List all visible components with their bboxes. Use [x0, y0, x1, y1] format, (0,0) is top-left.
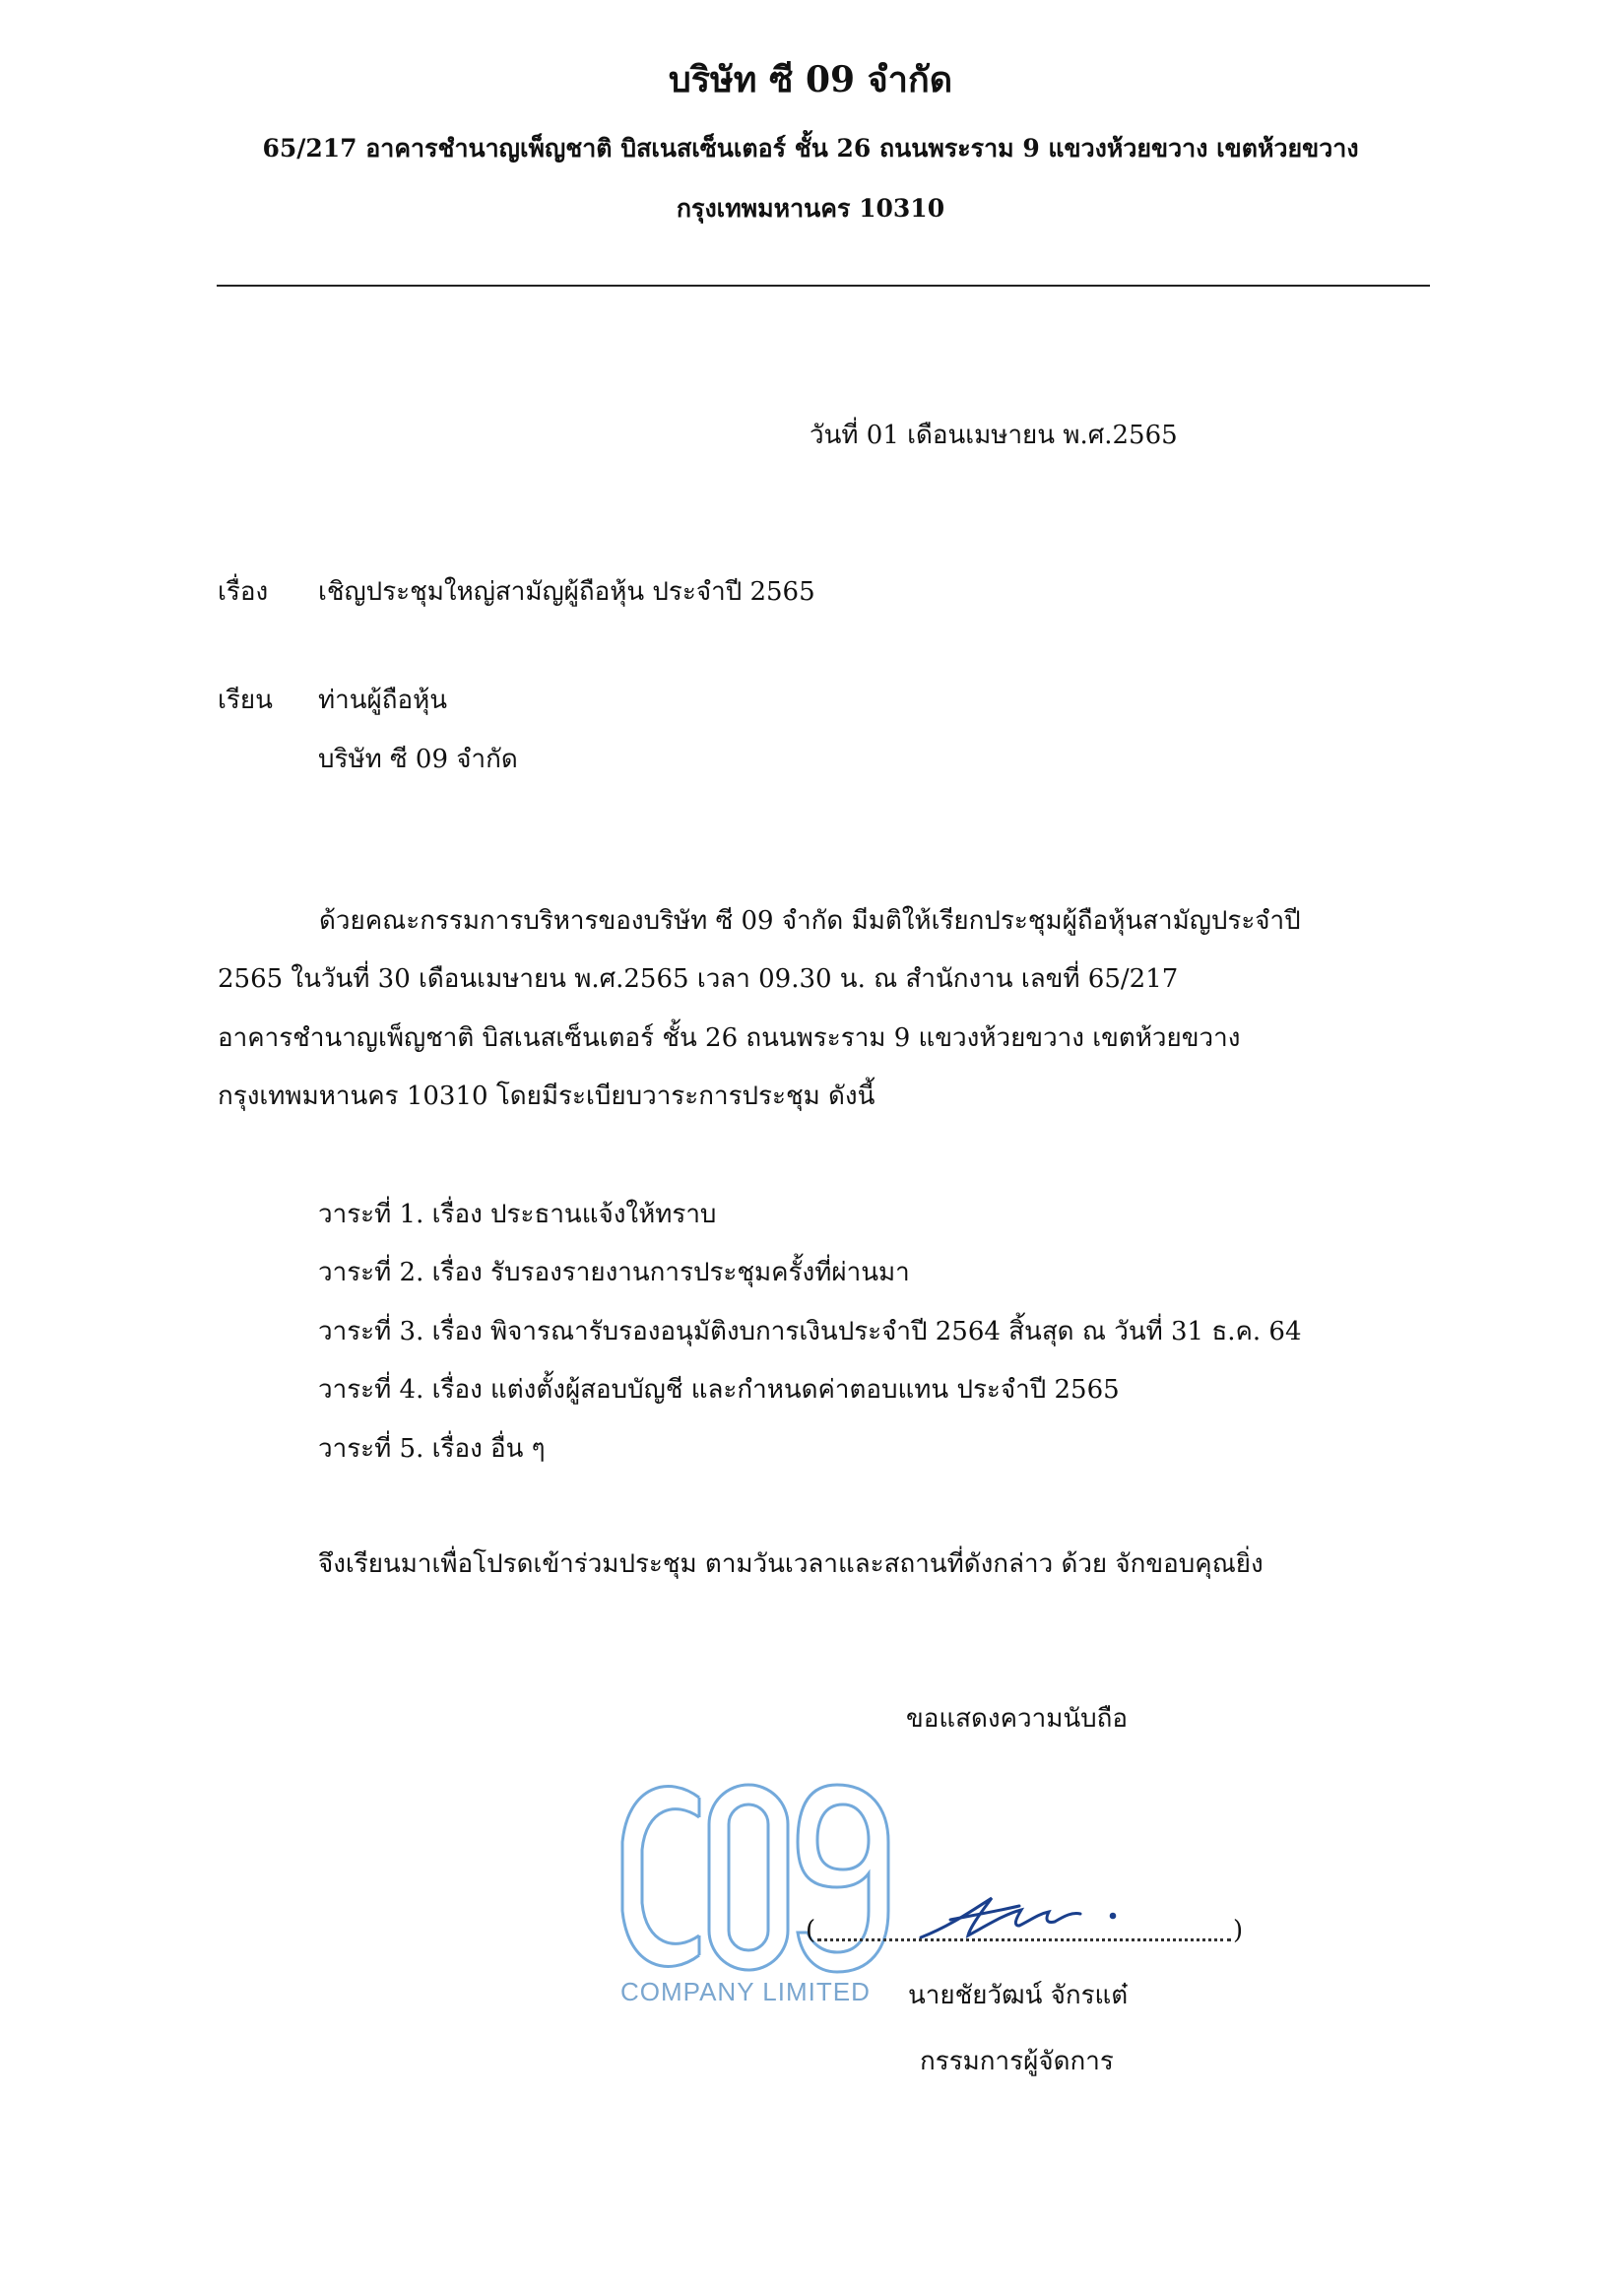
- signer-title: กรรมการผู้จัดการ: [920, 2047, 1114, 2076]
- closing-sentence: จึงเรียนมาเพื่อโปรดเข้าร่วมประชุม ตามวันเวลาและสถานที่ดังกล่าว ด้วย จักขอบคุณยิ่ง: [318, 1549, 1264, 1579]
- agenda-item: วาระที่ 3. เรื่อง พิจารณารับรองอนุมัติงบการเงินประจำปี 2564 สิ้นสุด ณ วันที่ 31 ธ.ค. 64: [318, 1317, 1302, 1346]
- recipient-label: เรียน: [218, 686, 273, 715]
- signature-line: [817, 1938, 1231, 1941]
- recipient-line-1: ท่านผู้ถือหุ้น: [318, 686, 448, 715]
- agenda-item: วาระที่ 5. เรื่อง อื่น ๆ: [318, 1434, 546, 1464]
- letter-date: วันที่ 01 เดือนเมษายน พ.ศ.2565: [810, 421, 1178, 450]
- agenda-item: วาระที่ 4. เรื่อง แต่งตั้งผู้สอบบัญชี และกำหนดค่าตอบแทน ประจำปี 2565: [318, 1375, 1120, 1405]
- subject-text: เชิญประชุมใหญ่สามัญผู้ถือหุ้น ประจำปี 2565: [318, 577, 815, 607]
- signature-paren-open: (: [806, 1916, 816, 1945]
- signature-paren-close: ): [1233, 1916, 1244, 1945]
- company-city: กรุงเทพมหานคร 10310: [676, 194, 945, 223]
- stamp-caption: COMPANY LIMITED: [620, 1977, 871, 2006]
- body-paragraph-line: อาคารชำนาญเพ็ญชาติ บิสเนสเซ็นเตอร์ ชั้น 26 ถนนพระราม 9 แขวงห้วยขวาง เขตห้วยขวาง: [218, 1023, 1241, 1053]
- handwritten-signature: [911, 1876, 1128, 1955]
- body-paragraph-line: ด้วยคณะกรรมการบริหารของบริษัท ซี 09 จำกัด มีมติให้เรียกประชุมผู้ถือหุ้นสามัญประจำปี: [319, 906, 1301, 936]
- agenda-item: วาระที่ 1. เรื่อง ประธานแจ้งให้ทราบ: [318, 1200, 717, 1229]
- agenda-item: วาระที่ 2. เรื่อง รับรองรายงานการประชุมครั้งที่ผ่านมา: [318, 1258, 910, 1287]
- company-address: 65/217 อาคารชำนาญเพ็ญชาติ บิสเนสเซ็นเตอร์ ชั้น 26 ถนนพระราม 9 แขวงห้วยขวาง เขตห้วยขวาง: [262, 134, 1359, 163]
- closing-regards: ขอแสดงความนับถือ: [906, 1704, 1128, 1734]
- company-name: บริษัท ซี 09 จำกัด: [668, 59, 953, 100]
- company-stamp-logo: [611, 1763, 896, 2009]
- body-paragraph-line: กรุงเทพมหานคร 10310 โดยมีระเบียบวาระการประชุม ดังนี้: [218, 1082, 875, 1111]
- header-divider: [217, 285, 1430, 287]
- signer-name: นายชัยวัฒน์ จักรแต๋: [908, 1981, 1129, 2010]
- subject-label: เรื่อง: [218, 577, 269, 607]
- body-paragraph-line: 2565 ในวันที่ 30 เดือนเมษายน พ.ศ.2565 เวลา 09.30 น. ณ สำนักงาน เลขที่ 65/217: [218, 964, 1179, 994]
- recipient-line-2: บริษัท ซี 09 จำกัด: [318, 745, 518, 774]
